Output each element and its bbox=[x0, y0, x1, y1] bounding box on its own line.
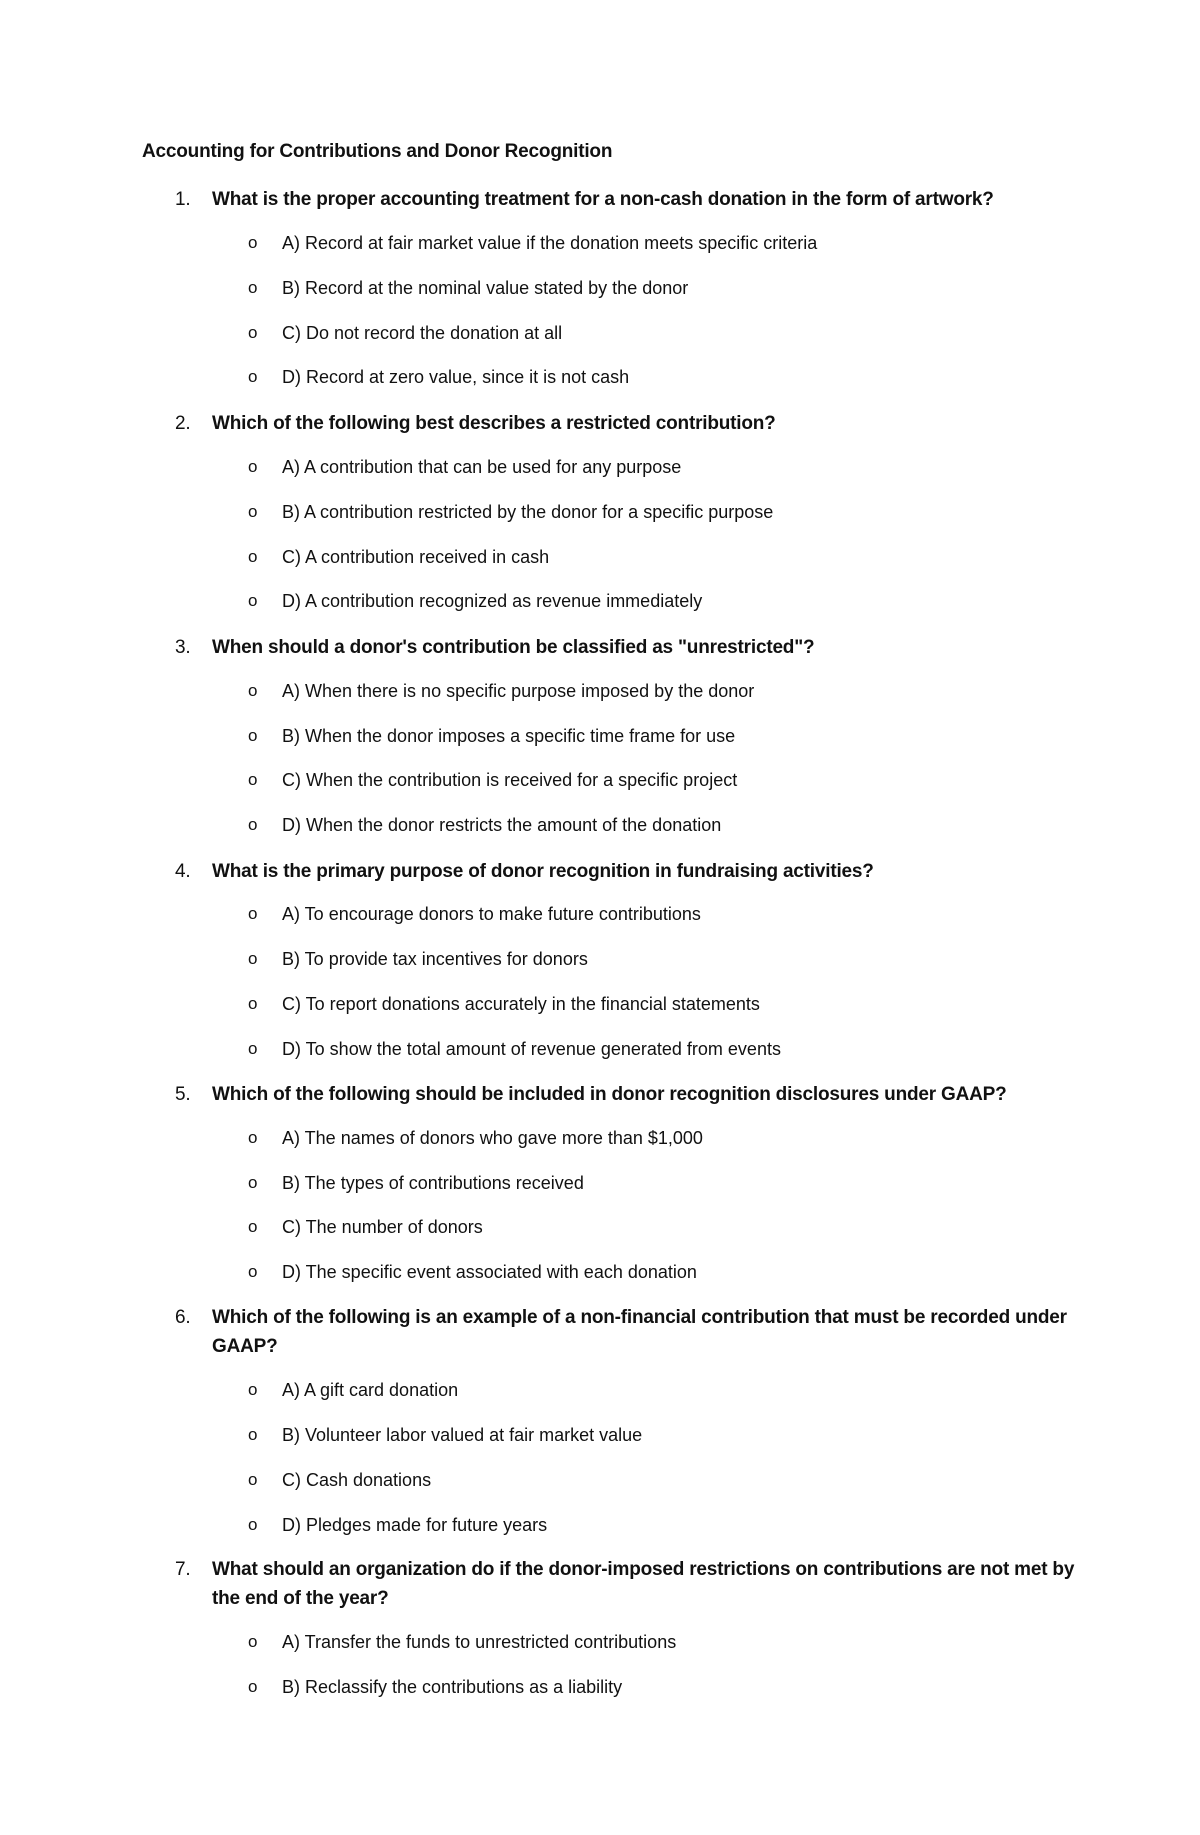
option-2c bbox=[248, 544, 549, 570]
question-number: 3. bbox=[175, 637, 191, 658]
option-text: C) The number of donors bbox=[282, 1217, 483, 1237]
option-text: A) A contribution that can be used for any purpose bbox=[282, 457, 682, 477]
question-3 bbox=[175, 633, 1075, 662]
option-text: B) Reclassify the contributions as a liability bbox=[282, 1677, 623, 1697]
bullet-icon: o bbox=[248, 1632, 258, 1651]
option-3a bbox=[248, 678, 754, 704]
option-text: B) Record at the nominal value stated by the donor bbox=[282, 278, 689, 298]
bullet-icon: o bbox=[248, 1677, 258, 1696]
question-text: Which of the following should be included in donor recognition disclosures under GAAP? bbox=[212, 1084, 1007, 1105]
option-text: D) When the donor restricts the amount of the donation bbox=[282, 815, 722, 835]
option-5d bbox=[248, 1259, 697, 1285]
option-4b bbox=[248, 946, 588, 972]
question-text: What should an organization do if the donor-imposed restrictions on contributions are not met by the end of the year? bbox=[212, 1559, 1075, 1609]
bullet-icon: o bbox=[248, 323, 258, 342]
bullet-icon: o bbox=[248, 726, 258, 745]
option-text: B) To provide tax incentives for donors bbox=[282, 949, 588, 969]
question-2 bbox=[175, 409, 1075, 438]
bullet-icon: o bbox=[248, 591, 258, 610]
question-7 bbox=[175, 1555, 1075, 1613]
option-7a bbox=[248, 1629, 676, 1655]
option-text: C) When the contribution is received for a specific project bbox=[282, 770, 738, 790]
option-text: A) When there is no specific purpose imposed by the donor bbox=[282, 681, 755, 701]
option-text: B) The types of contributions received bbox=[282, 1173, 584, 1193]
document-title: Accounting for Contributions and Donor Recognition bbox=[142, 141, 613, 162]
bullet-icon: o bbox=[248, 367, 258, 386]
question-text: What is the primary purpose of donor recognition in fundraising activities? bbox=[212, 861, 874, 882]
option-text: B) When the donor imposes a specific time frame for use bbox=[282, 726, 736, 746]
bullet-icon: o bbox=[248, 1217, 258, 1236]
option-5c bbox=[248, 1214, 483, 1240]
question-1 bbox=[175, 185, 1075, 214]
option-5b bbox=[248, 1170, 584, 1196]
option-text: A) A gift card donation bbox=[282, 1380, 459, 1400]
option-6c bbox=[248, 1467, 431, 1493]
question-number: 1. bbox=[175, 189, 191, 210]
option-4a bbox=[248, 901, 701, 927]
option-6d bbox=[248, 1512, 547, 1538]
question-text: Which of the following is an example of a non-financial contribution that must be recorded under GAAP? bbox=[212, 1307, 1067, 1357]
question-number: 6. bbox=[175, 1307, 191, 1328]
option-text: C) A contribution received in cash bbox=[282, 547, 550, 567]
option-1a bbox=[248, 230, 817, 256]
option-text: B) Volunteer labor valued at fair market value bbox=[282, 1425, 643, 1445]
bullet-icon: o bbox=[248, 949, 258, 968]
option-1d bbox=[248, 364, 629, 390]
bullet-icon: o bbox=[248, 278, 258, 297]
question-text: What is the proper accounting treatment for a non-cash donation in the form of artwork? bbox=[212, 189, 994, 210]
bullet-icon: o bbox=[248, 1380, 258, 1399]
option-5a bbox=[248, 1125, 703, 1151]
option-text: C) Cash donations bbox=[282, 1470, 432, 1490]
option-text: A) Transfer the funds to unrestricted contributions bbox=[282, 1632, 677, 1652]
bullet-icon: o bbox=[248, 1262, 258, 1281]
bullet-icon: o bbox=[248, 904, 258, 923]
option-text: A) Record at fair market value if the donation meets specific criteria bbox=[282, 233, 818, 253]
question-number: 5. bbox=[175, 1084, 191, 1105]
bullet-icon: o bbox=[248, 1470, 258, 1489]
question-number: 7. bbox=[175, 1559, 191, 1580]
bullet-icon: o bbox=[248, 815, 258, 834]
question-5 bbox=[175, 1080, 1075, 1109]
question-4 bbox=[175, 857, 1075, 886]
option-2d bbox=[248, 588, 702, 614]
option-3d bbox=[248, 812, 721, 838]
question-number: 4. bbox=[175, 861, 191, 882]
bullet-icon: o bbox=[248, 502, 258, 521]
option-1c bbox=[248, 320, 562, 346]
option-7b bbox=[248, 1674, 622, 1700]
option-6a bbox=[248, 1377, 458, 1403]
option-text: B) A contribution restricted by the donor for a specific purpose bbox=[282, 502, 774, 522]
bullet-icon: o bbox=[248, 770, 258, 789]
option-text: A) To encourage donors to make future contributions bbox=[282, 904, 701, 924]
option-text: D) Record at zero value, since it is not cash bbox=[282, 367, 630, 387]
question-number: 2. bbox=[175, 413, 191, 434]
option-text: C) To report donations accurately in the financial statements bbox=[282, 994, 760, 1014]
question-text: Which of the following best describes a restricted contribution? bbox=[212, 413, 776, 434]
option-text: D) To show the total amount of revenue generated from events bbox=[282, 1039, 781, 1059]
bullet-icon: o bbox=[248, 681, 258, 700]
option-4c bbox=[248, 991, 760, 1017]
bullet-icon: o bbox=[248, 233, 258, 252]
bullet-icon: o bbox=[248, 1039, 258, 1058]
option-3c bbox=[248, 767, 737, 793]
option-text: D) The specific event associated with each donation bbox=[282, 1262, 697, 1282]
bullet-icon: o bbox=[248, 994, 258, 1013]
option-3b bbox=[248, 723, 735, 749]
option-4d bbox=[248, 1036, 781, 1062]
question-text: When should a donor's contribution be classified as "unrestricted"? bbox=[212, 637, 815, 658]
bullet-icon: o bbox=[248, 1425, 258, 1444]
option-text: A) The names of donors who gave more than $1,000 bbox=[282, 1128, 703, 1148]
option-6b bbox=[248, 1422, 642, 1448]
option-1b bbox=[248, 275, 688, 301]
question-6 bbox=[175, 1303, 1075, 1361]
option-text: D) Pledges made for future years bbox=[282, 1515, 548, 1535]
option-text: D) A contribution recognized as revenue immediately bbox=[282, 591, 703, 611]
option-text: C) Do not record the donation at all bbox=[282, 323, 563, 343]
option-2b bbox=[248, 499, 773, 525]
bullet-icon: o bbox=[248, 457, 258, 476]
bullet-icon: o bbox=[248, 547, 258, 566]
bullet-icon: o bbox=[248, 1515, 258, 1534]
bullet-icon: o bbox=[248, 1128, 258, 1147]
option-2a bbox=[248, 454, 681, 480]
bullet-icon: o bbox=[248, 1173, 258, 1192]
